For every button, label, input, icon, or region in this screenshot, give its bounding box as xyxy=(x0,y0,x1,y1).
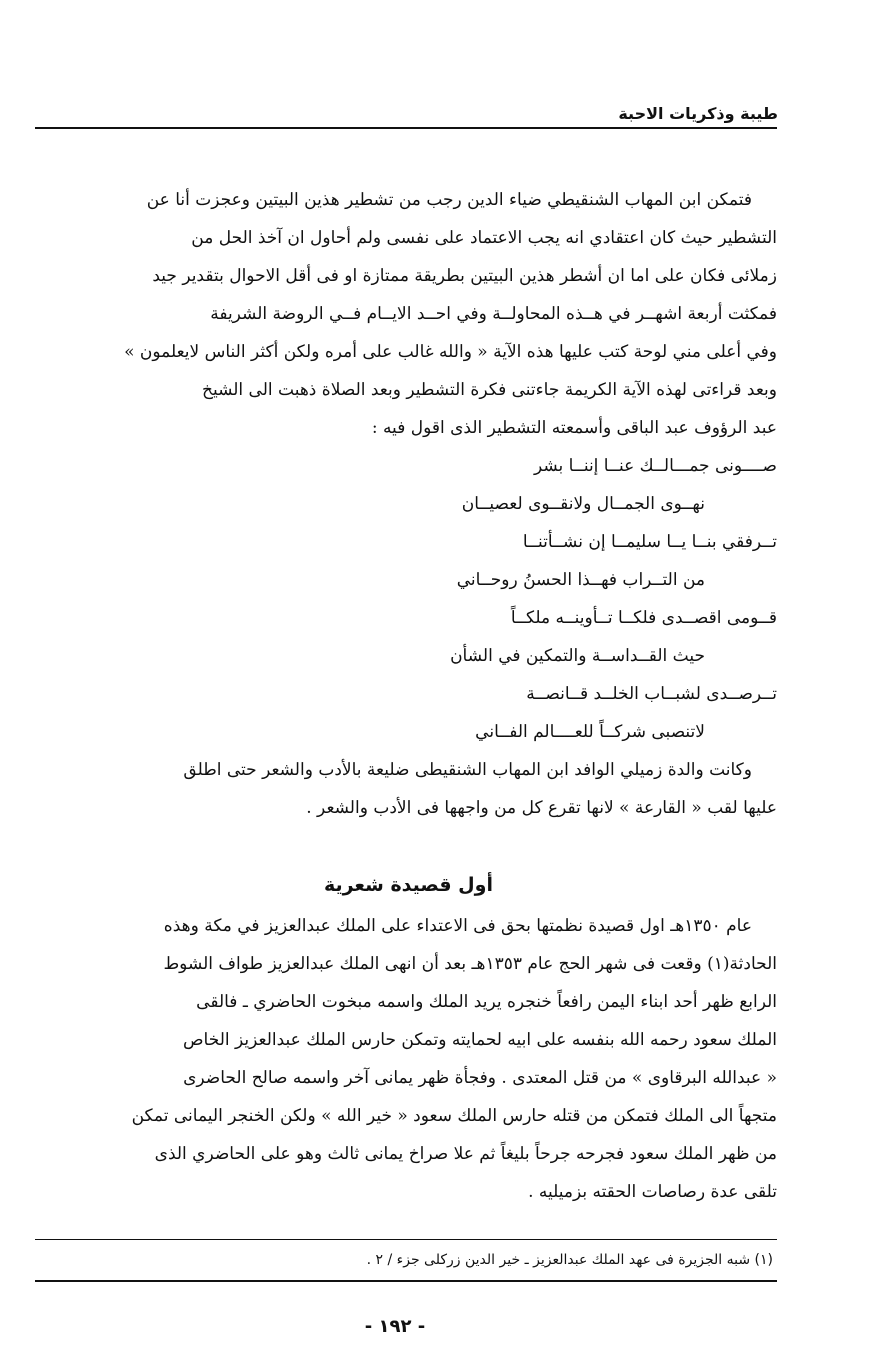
text-line: وبعد قراءتى لهذه الآية الكريمة جاءتنى فكرة التشطير وبعد الصلاة ذهبت الى الشيخ xyxy=(201,380,777,400)
section-title: أول قصيدة شعرية xyxy=(323,874,493,896)
text-line: الرابع ظهر أحد ابناء اليمن رافعاً خنجره يريد الملك واسمه مبخوت الحاضري ـ فالقى xyxy=(196,992,777,1012)
text-line: من ظهر الملك سعود فجرحه جرحاً بليغاً ثم علا صراخ يمانى ثالث وهو على الحاضري الذى xyxy=(154,1144,777,1164)
poem-verse: تــرفقي بنــا يــا سليمــا إن نشــأتنــا xyxy=(522,532,777,552)
text-line: وكانت والدة زميلي الوافد ابن المهاب الشنقيطى ضليعة بالأدب والشعر حتى اطلق xyxy=(183,760,752,780)
footnote-rule xyxy=(35,1239,777,1240)
poem-verse: حيث القــداســة والتمكين في الشأن xyxy=(450,646,705,666)
text-line: الحادثة(١) وقعت فى شهر الحج عام ١٣٥٣هـ بعد أن انهى الملك عبدالعزيز طواف الشوط xyxy=(163,954,777,974)
poem-verse: نهــوى الجمــال ولانقــوى لعصيــان xyxy=(461,494,705,514)
text-line: عام ١٣٥٠هـ اول قصيدة نظمتها بحق فى الاعتداء على الملك عبدالعزيز في مكة وهذه xyxy=(163,916,752,936)
running-header: طيبة وذكريات الاحبة xyxy=(618,104,778,123)
paragraph-first-poem xyxy=(24,907,777,1211)
text-line: فمكثت أربعة اشهــر في هــذه المحاولــة وفي احــد الايــام فــي الروضة الشريفة xyxy=(210,304,777,324)
text-line: تلقى عدة رصاصات الحقته بزميليه . xyxy=(528,1182,777,1202)
poem-verse: قــومى اقصــدى فلكــا تــأوينــه ملكــاً xyxy=(510,608,777,628)
poem-verse: لاتنصبى شركــاً للعــــالم الفــاني xyxy=(475,722,705,742)
text-line: فتمكن ابن المهاب الشنقيطي ضياء الدين رجب من تشطير هذين البيتين وعجزت أنا عن xyxy=(146,190,752,210)
text-line: وفي أعلى مني لوحة كتب عليها هذه الآية « والله غالب على أمره ولكن أكثر الناس لايعلمون » xyxy=(124,342,777,362)
footer-rule xyxy=(35,1280,777,1282)
text-line: متجهاً الى الملك فتمكن من قتله حارس الملك سعود « خير الله » ولكن الخنجر اليمانى تمكن xyxy=(131,1106,777,1126)
text-line: « عبدالله البرقاوى » من قتل المعتدى . وفجأة ظهر يمانى آخر واسمه صالح الحاضرى xyxy=(183,1068,777,1088)
text-line: التشطير حيث كان اعتقادي انه يجب الاعتماد على نفسى ولم أحاول ان آخذ الحل من xyxy=(191,228,777,248)
text-line: زملائى فكان على اما ان أشطر هذين البيتين بطريقة ممتازة او فى أقل الاحوال بتقدير جيد xyxy=(152,266,777,286)
page-number: - ١٩٢ - xyxy=(364,1316,426,1337)
poem-verse: من التــراب فهــذا الحسنُ روحــاني xyxy=(456,570,705,590)
poem-verse: صــــونى جمـــالــك عنــا إننــا بشر xyxy=(534,456,777,476)
footnote: (١) شبه الجزيرة فى عهد الملك عبدالعزيز ـ خير الدين زركلى جزء / ٢ . xyxy=(366,1252,773,1268)
poem xyxy=(24,447,777,751)
poem-verse: تــرصــدى لشبــاب الخلــد قــانصــة xyxy=(526,684,777,704)
text-line: عبد الرؤوف عبد الباقى وأسمعته التشطير الذى اقول فيه : xyxy=(371,418,777,438)
paragraph-tashtir-story xyxy=(24,181,777,447)
paragraph-mother xyxy=(24,751,777,827)
text-line: الملك سعود رحمه الله بنفسه على ابيه لحمايته وتمكن حارس الملك عبدالعزيز الخاص xyxy=(183,1030,777,1050)
text-line: عليها لقب « القارعة » لانها تقرع كل من واجهها فى الأدب والشعر . xyxy=(306,798,777,818)
header-rule xyxy=(35,127,777,129)
